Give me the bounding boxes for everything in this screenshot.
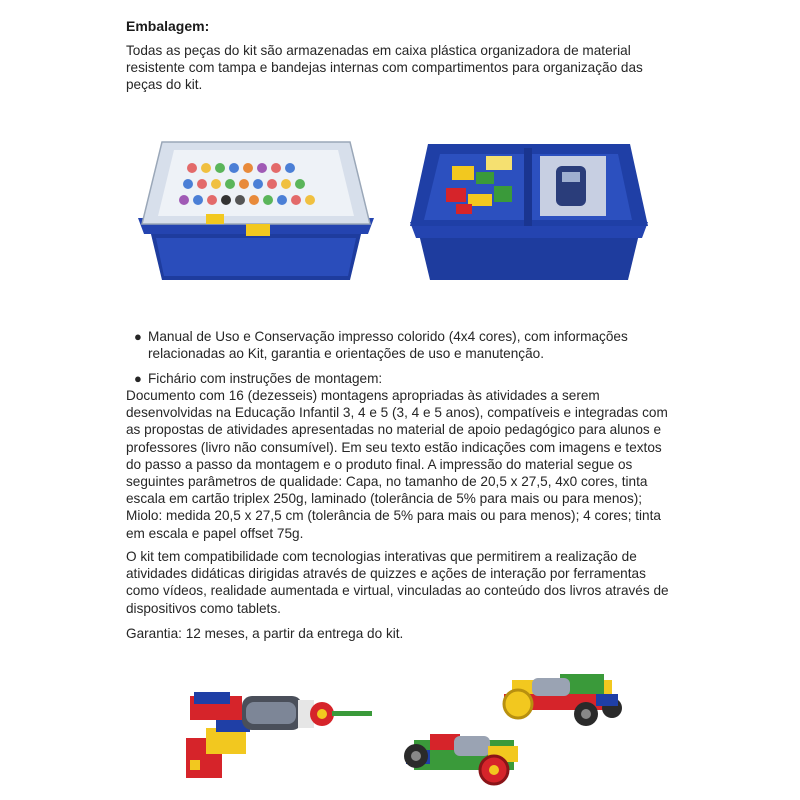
- assembly-cars-image: [400, 666, 640, 796]
- intro-paragraph: Todas as peças do kit são armazenadas em caixa plástica organizadora de material resistente com tampa e bandejas internas com compartimentos para organização das peças do kit.: [126, 43, 643, 93]
- compat-paragraph: O kit tem compatibilidade com tecnologias interativas que permitirem a realização de atividades didáticas dirigidas através de quizzes e ações de interação por ferramentas como vídeos, realidade aumentada e virtual, vinculadas ao conteúdo dos livros através de dispositivos como tablets.: [126, 549, 669, 616]
- open-box-image: [406, 138, 652, 286]
- bullet-dot-icon: ●: [134, 329, 142, 344]
- assembly-drill-image: [176, 676, 376, 788]
- bullet-fichario: [126, 370, 666, 387]
- bullet-dot-icon: ●: [134, 371, 142, 386]
- fichario-paragraph: Documento com 16 (dezesseis) montagens apropriadas às atividades a serem desenvolvidas na Educação Infantil 3, 4 e 5 (3, 4 e 5 anos), compatíveis e integradas com as propostas de atividades apresentadas no material de apoio pedagógico para alunos e professores (livro não consumível). Em seu texto estão indicações com imagens e textos do passo a passo da montagem e o produto final. A impressão do material segue os seguintes parâmetros de qualidade: Capa, no tamanho de 20,5 x 27,5, 4x0 cores, tinta escala em cartão triplex 250g, laminado (tolerância de 5% para mais ou para menos); Miolo: medida 20,5 x 27,5 cm (tolerância de 5% para mais ou para menos); 4 cores; tinta em escala e papel offset 75g.: [126, 388, 668, 541]
- section-heading: Embalagem:: [126, 18, 210, 34]
- garantia-text: Garantia: 12 meses, a partir da entrega do kit.: [126, 626, 404, 641]
- bullet-manual: [126, 328, 666, 362]
- bullet-manual-text: Manual de Uso e Conservação impresso colorido (4x4 cores), com informações relacionadas ao Kit, garantia e orientações de uso e manutenção.: [148, 329, 628, 362]
- closed-box-image: [136, 138, 376, 286]
- bullet-fichario-text: Fichário com instruções de montagem:: [148, 371, 383, 386]
